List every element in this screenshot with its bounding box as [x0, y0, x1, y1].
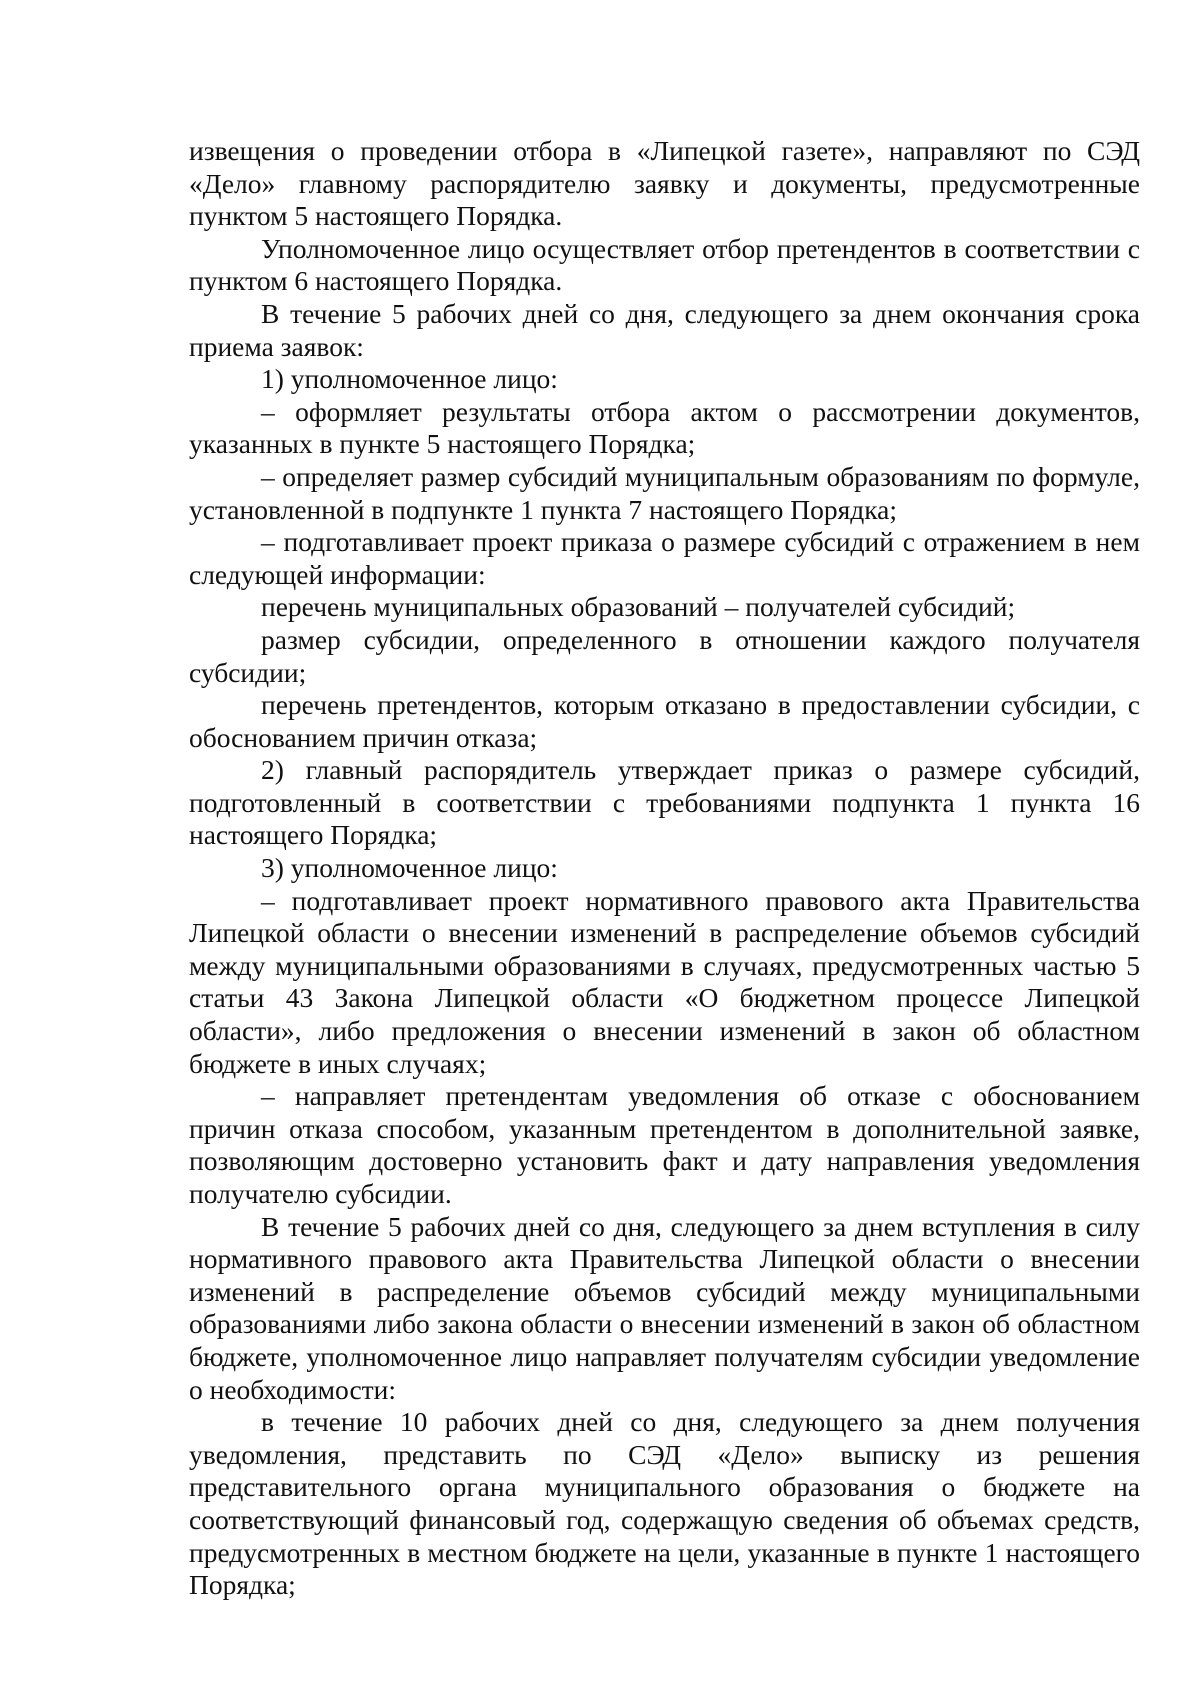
paragraph-dash-notifications: – направляет претендентам уведомления об отказе с обоснованием причин отказа способом, указанным претендентом в дополнительной заявке, позволяющим достоверно установить факт и дату направления уведомления получателю субсидии.: [189, 1080, 1140, 1209]
paragraph-item-2: 2) главный распорядитель утверждает приказ о размере субсидий, подготовленный в соответствии с требованиями подпункта 1 пункта 16 настоящего Порядка;: [189, 754, 1140, 851]
paragraph-selection-by-authorized-person: Уполномоченное лицо осуществляет отбор претендентов в соответствии с пунктом 6 настоящего Порядка.: [189, 232, 1140, 297]
paragraph-list-refused: перечень претендентов, которым отказано в предоставлении субсидии, с обоснованием причин отказа;: [189, 689, 1140, 753]
paragraph-dash-size: – определяет размер субсидий муниципальным образованиям по формуле, установленной в подпункте 1 пункта 7 настоящего Порядка;: [189, 460, 1140, 525]
paragraph-within-5-days: В течение 5 рабочих дней со дня, следующего за днем окончания срока приема заявок:: [189, 297, 1140, 362]
paragraph-continuation: извещения о проведении отбора в «Липецкой газете», направляют по СЭД «Дело» главному распорядителю заявку и документы, предусмотренные пунктом 5 настоящего Порядка.: [189, 135, 1140, 232]
paragraph-within-5-days-entry: В течение 5 рабочих дней со дня, следующего за днем вступления в силу нормативного правового акта Правительства Липецкой области о внесении изменений в распределение объемов субсидий между муниципальными образованиями либо закона области о внесении изменений в закон об областном бюджете, уполномоченное лицо направляет получателям субсидии уведомление о необходимости:: [189, 1210, 1140, 1405]
paragraph-subsidy-size: размер субсидии, определенного в отношении каждого получателя субсидии;: [189, 623, 1140, 688]
paragraph-dash-act: – оформляет результаты отбора актом о рассмотрении документов, указанных в пункте 5 настоящего Порядка;: [189, 395, 1140, 460]
paragraph-item-3: 3) уполномоченное лицо:: [261, 852, 558, 884]
paragraph-dash-normative-act: – подготавливает проект нормативного правового акта Правительства Липецкой области о внесении изменений в распределение объемов субсидий между муниципальными образованиями в случаях, предусмотренных частью 5 статьи 43 Закона Липецкой области «О бюджетном процессе Липецкой области», либо предложения о внесении изменений в закон об областном бюджете в иных случаях;: [189, 884, 1140, 1079]
document-body: [189, 135, 1140, 1602]
paragraph-dash-order-draft: – подготавливает проект приказа о размере субсидий с отражением в нем следующей информации:: [189, 526, 1140, 590]
paragraph-within-10-days: в течение 10 рабочих дней со дня, следующего за днем получения уведомления, представить по СЭД «Дело» выписку из решения представительного органа муниципального образования о бюджете на соответствующий финансовый год, содержащую сведения об объемах средств, предусмотренных в местном бюджете на цели, указанные в пункте 1 настоящего Порядка;: [189, 1406, 1140, 1601]
paragraph-item-1: 1) уполномоченное лицо:: [261, 363, 558, 395]
paragraph-list-recipients: перечень муниципальных образований – получателей субсидий;: [261, 591, 1016, 623]
